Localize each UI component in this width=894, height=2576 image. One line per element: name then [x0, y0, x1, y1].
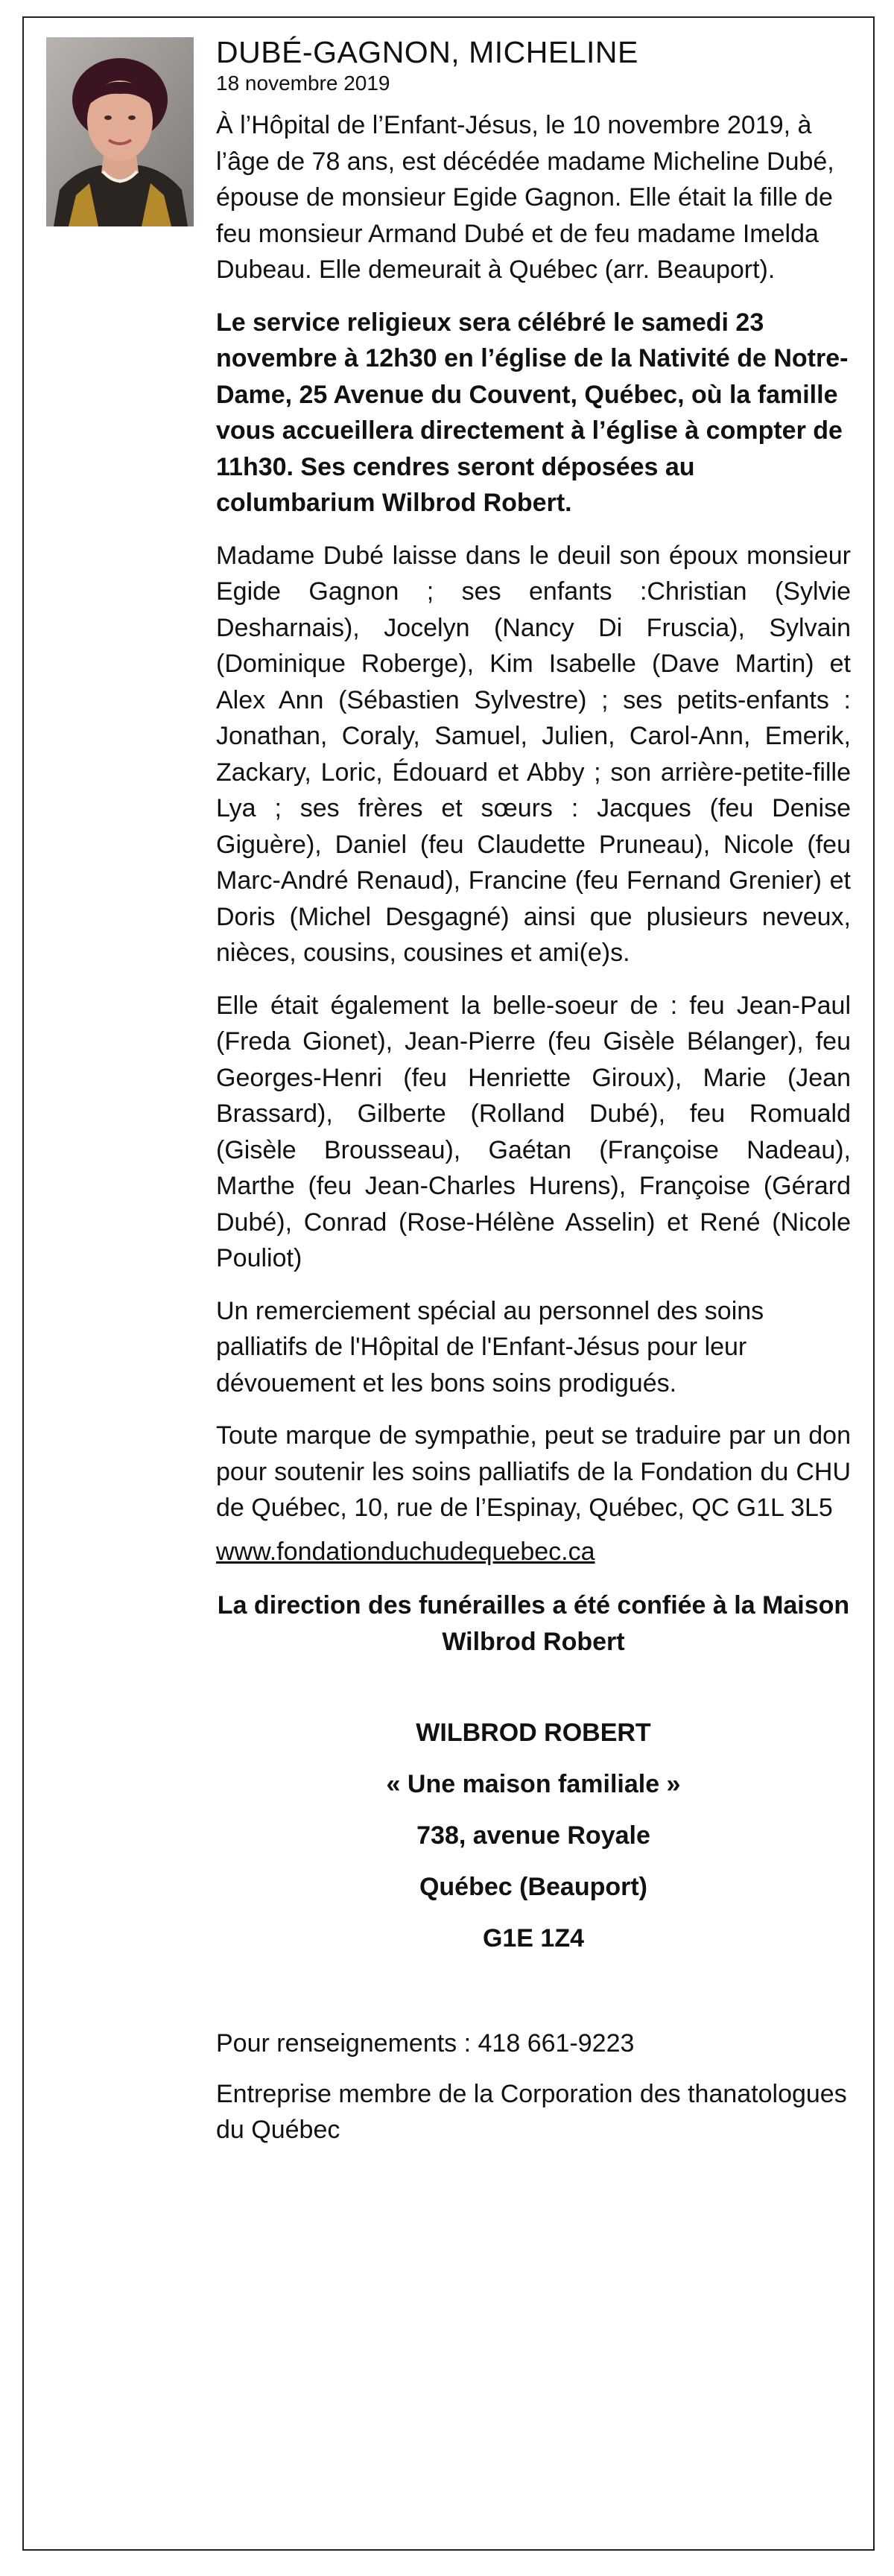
funeral-home-postal: G1E 1Z4: [482, 1924, 585, 1952]
obituary-content: [216, 34, 851, 2163]
portrait-photo: [46, 37, 194, 226]
funeral-home-street: 738, avenue Royale: [416, 1821, 650, 1850]
sympathy-paragraph: [216, 1418, 851, 1526]
family-paragraph: Madame Dubé laisse dans le deuil son époux monsieur Egide Gagnon ; ses enfants :Christian (Sylvie Desharnais), Jocelyn (Nancy Di Fruscia), Sylvain (Dominique Roberge), Kim Isabelle (Dave Martin) et Alex Ann (Sébastien Sylvestre) ; ses petits-enfants : Jonathan, Coraly, Samuel, Julien, Carol-Ann, Emerik, Zackary, Loric, Édouard et Abby ; son arrière-petite-fille Lya ; ses frères et sœurs : Jacques (feu Denise Giguère), Daniel (feu Claudette Pruneau), Nicole (feu Marc-André Renaud), Francine (feu Fernand Grenier) et Doris (Michel Desgagné) ainsi que plusieurs neveux, nièces, cousins, cousines et ami(e)s.: [216, 541, 851, 967]
contact-info: Pour renseignements : 418 661-9223: [216, 2029, 635, 2058]
foundation-link[interactable]: www.fondationduchudequebec.ca: [216, 1537, 595, 1566]
funeral-home-city: Québec (Beauport): [419, 1873, 648, 1901]
funeral-home-name: WILBROD ROBERT: [416, 1719, 651, 1747]
funeral-home-block: [216, 1707, 851, 1964]
in-laws-paragraph: Elle était également la belle-soeur de : feu Jean-Paul (Freda Gionet), Jean-Pierre (feu Gisèle Bélanger), feu Georges-Henri (feu Henriette Giroux), Marie (Jean Brassard), Gilberte (Rolland Dubé), feu Romuald (Gisèle Brousseau), Gaétan (Françoise Nadeau), Marthe (feu Jean-Charles Hurens), Françoise (Gérard Dubé), Conrad (Rose-Hélène Asselin) et René (Nicole Pouliot): [216, 991, 851, 1272]
contact-block: [216, 2025, 851, 2148]
sympathy-text: Toute marque de sympathie, peut se traduire par un don pour soutenir les soins palliatifs de la Fondation du CHU de Québec, 10, rue de l’Espinay, Québec, QC G1L 3L5: [216, 1421, 851, 1522]
intro-paragraph: À l’Hôpital de l’Enfant-Jésus, le 10 novembre 2019, à l’âge de 78 ans, est décédée madame Micheline Dubé, épouse de monsieur Egide Gagnon. Elle était la fille de feu monsieur Armand Dubé et de feu madame Imelda Dubeau. Elle demeurait à Québec (arr. Beauport).: [216, 111, 834, 284]
deceased-name: DUBÉ-GAGNON, MICHELINE: [216, 35, 638, 69]
service-paragraph: Le service religieux sera célébré le samedi 23 novembre à 12h30 en l’église de la Nativité de Notre-Dame, 25 Avenue du Couvent, Québec, où la famille vous accueillera directement à l’église à compter de 11h30. Ses cendres seront déposées au columbarium Wilbrod Robert.: [216, 308, 849, 517]
membership-note: Entreprise membre de la Corporation des thanatologues du Québec: [216, 2080, 847, 2144]
publication-date: 18 novembre 2019: [216, 72, 390, 95]
funeral-direction: La direction des funérailles a été confiée à la Maison Wilbrod Robert: [217, 1591, 850, 1656]
thanks-paragraph: Un remerciement spécial au personnel des soins palliatifs de l'Hôpital de l'Enfant-Jésus pour leur dévouement et les bons soins prodigués.: [216, 1296, 764, 1398]
funeral-home-slogan: « Une maison familiale »: [386, 1770, 681, 1798]
sympathy-link-line: [216, 1534, 851, 1570]
